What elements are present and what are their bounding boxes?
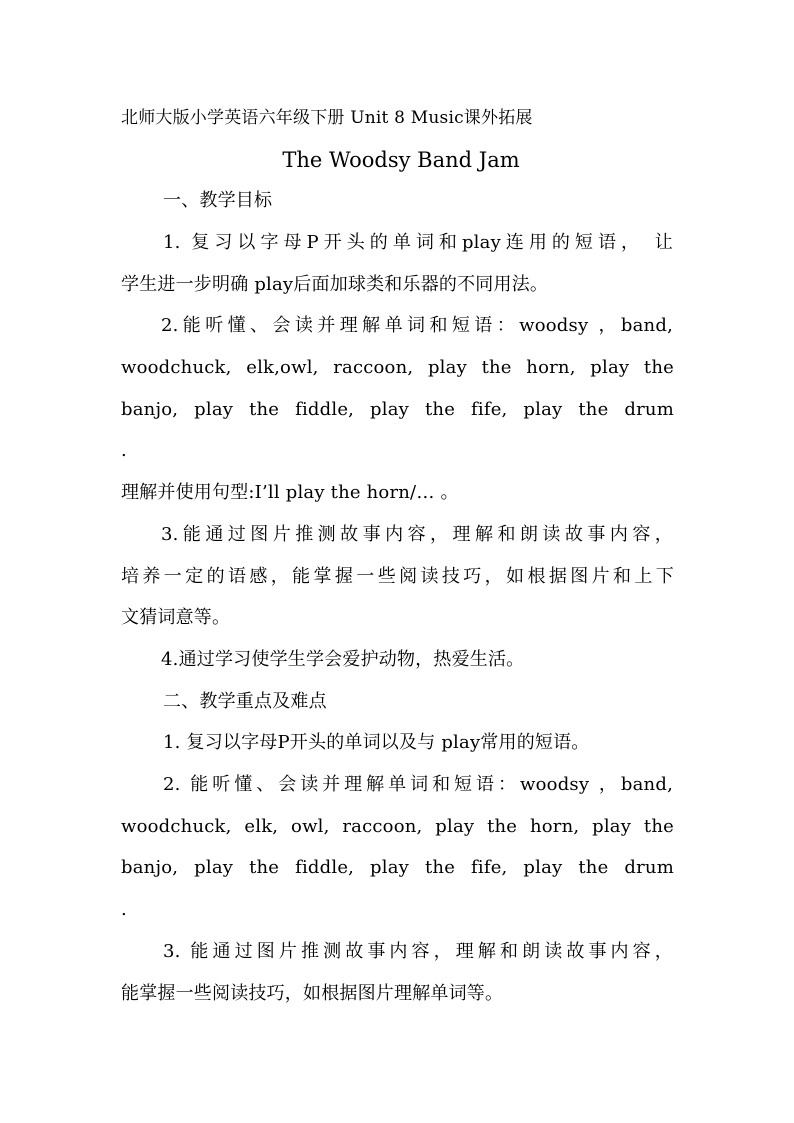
paragraph-line: banjo, play the fiddle, play the fife, play the drum [121, 857, 674, 878]
paragraph-line: 1. 复习以字母P开头的单词以及与 play常用的短语。 [163, 732, 590, 753]
document-header: 北师大版小学英语六年级下册 Unit 8 Music课外拓展 [121, 108, 533, 128]
paragraph-line: 培养一定的语感，能掌握一些阅读技巧，如根据图片和上下 [121, 566, 674, 587]
paragraph-line: 4.通过学习使学生学会爱护动物，热爱生活。 [161, 649, 525, 670]
section-heading-objectives: 一、教学目标 [163, 190, 273, 211]
paragraph-line: 文猜词意等。 [121, 607, 231, 628]
paragraph-line: banjo, play the fiddle, play the fife, play the drum [121, 399, 674, 420]
paragraph-line: woodchuck, elk, owl, raccoon, play the horn, play the [121, 816, 674, 837]
paragraph-line: 能掌握一些阅读技巧，如根据图片理解单词等。 [121, 983, 504, 1004]
paragraph-line: woodchuck, elk,owl, raccoon, play the horn, play the [121, 357, 674, 378]
paragraph-line: . [121, 899, 127, 920]
paragraph-line: 2. 能听懂、会读并理解单词和短语：woodsy ，band, [163, 774, 673, 795]
paragraph-line: 2.能听懂、会读并理解单词和短语：woodsy ，band, [161, 315, 673, 336]
paragraph-line: 理解并使用句型:I’ll play the horn/… 。 [121, 482, 459, 503]
document-title: The Woodsy Band Jam [282, 148, 520, 172]
paragraph-line: 学生进一步明确 play后面加球类和乐器的不同用法。 [121, 274, 549, 295]
paragraph-line: 3. 能通过图片推测故事内容，理解和朗读故事内容， [163, 941, 673, 962]
paragraph-line: . [121, 440, 127, 461]
paragraph-line: 1. 复习以字母P开头的单词和play连用的短语， 让 [163, 232, 673, 253]
section-heading-key-points: 二、教学重点及难点 [163, 691, 327, 712]
paragraph-line: 3.能通过图片推测故事内容，理解和朗读故事内容， [161, 524, 673, 545]
